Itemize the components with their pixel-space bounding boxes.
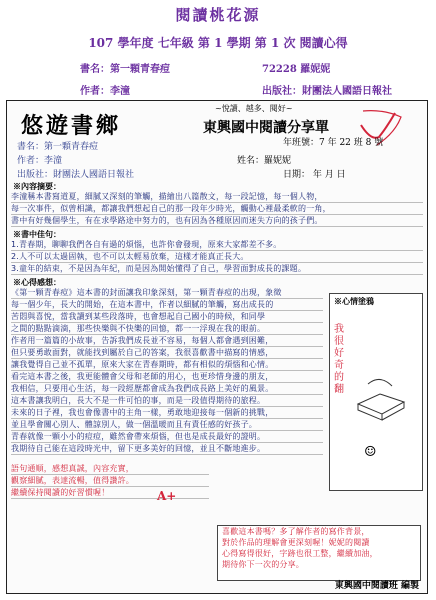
reflection-line: 未來的日子裡，我也會像書中的主角一樣，勇敢地迎接每一個新的挑戰， bbox=[11, 407, 323, 419]
quote-lines bbox=[11, 239, 423, 275]
teacher-comment bbox=[11, 463, 209, 499]
publisher-label: 出版社：財團法人國語日報社 bbox=[262, 86, 392, 97]
teacher-feedback-box bbox=[217, 525, 421, 581]
summary-line: 李潼稱本書寫道夏，細膩又深刻的筆觸，描繪出八篇散文，每一段記憶，每一個人物， bbox=[11, 191, 423, 203]
teacher-comment-line: 繼續保持閱讀的好習慣喔！ bbox=[11, 487, 209, 499]
book-field: 書名：第一顆青春痘 bbox=[17, 142, 99, 152]
date-label: 日期： 年 月 日 bbox=[283, 170, 346, 180]
reflection-line: 讓我覺得自己並不孤單，原來大家在青春期時，都有相似的煩惱和心情。 bbox=[11, 359, 323, 371]
book-title-label: 書名：第一顆青春痘 bbox=[80, 64, 170, 75]
mood-label: ※心情塗鴉 bbox=[334, 296, 374, 306]
reflection-line: 作者用一篇篇的小故事，告訴我們成長並不容易，每個人都會遇到困難， bbox=[11, 335, 323, 347]
author-label: 作者：李潼 bbox=[80, 86, 130, 97]
sheet-brand: 悠遊書鄉 bbox=[21, 113, 122, 139]
book-doodle-icon bbox=[354, 374, 410, 424]
teacher-box-line: 喜歡這本書嗎？多了解作者的寫作背景， bbox=[222, 527, 370, 536]
class-label: 年班號：7 年 22 班 8 號 bbox=[283, 138, 384, 148]
teacher-box-line: 心得寫得很好，字跡也很工整，繼續加油， bbox=[222, 549, 378, 558]
quotes-heading: ※書中佳句： bbox=[13, 229, 61, 239]
author-field: 作者：李潼 bbox=[17, 156, 63, 166]
reflection-line: 我期待自己能在這段時光中，留下更多美好的回憶，並且不斷地進步。 bbox=[11, 443, 323, 455]
reflection-line: 《第一顆青春痘》這本書的封面讓我印象深刻，第一顆青春痘的出現，象徵 bbox=[11, 287, 323, 299]
reflection-line: 每一個少年，長大的開始，在這本書中，作者以細膩的筆觸，寫出成長的 bbox=[11, 299, 323, 311]
summary-line: 書中有好幾個學生，有在求學路途中努力的，也有因為各種原因而迷失方向的孩子們。 bbox=[11, 215, 423, 227]
reading-sheet bbox=[6, 100, 428, 594]
summary-heading: ※內容摘要： bbox=[13, 181, 61, 191]
reflection-heading: ※心得感想： bbox=[13, 277, 61, 287]
reflection-line: 看完這本書之後，我更能體會父母和老師的用心，也更珍惜身邊的朋友， bbox=[11, 371, 323, 383]
reflection-line: 青春就像一顆小小的痘痘，雖然會帶來煩惱，但也是成長最好的證明。 bbox=[11, 431, 323, 443]
term-subtitle: 107 學年度 七年級 第 1 學期 第 1 次 閱讀心得 bbox=[88, 36, 348, 50]
reflection-line: 這本書讓我明白，長大不是一件可怕的事，而是一段值得期待的旅程。 bbox=[11, 395, 323, 407]
student-code: 72228 羅妮妮 bbox=[262, 64, 331, 75]
quote-line: 3.童年的結束，不是因為年紀，而是因為開始懂得了自己，學習面對成長的課題。 bbox=[11, 263, 423, 275]
reflection-line: 但只要勇敢面對，就能找到屬於自己的答案，我很喜歡書中描寫的情感， bbox=[11, 347, 323, 359]
reflection-lines bbox=[11, 287, 323, 455]
reflection-line: 之間的點點滴滴，那些快樂與不快樂的回憶，都一一浮現在我的眼前。 bbox=[11, 323, 323, 335]
page-title: 閱讀桃花源 bbox=[175, 6, 261, 24]
reflection-line: 我相信，只要用心生活，每一段經歷都會成為我們成長路上美好的風景。 bbox=[11, 383, 323, 395]
grade-mark: A+ bbox=[157, 489, 177, 503]
name-label: 姓名：羅妮妮 bbox=[237, 156, 292, 166]
reflection-line: 並且學會關心別人、體諒別人，做一個溫暖而且有責任感的好孩子。 bbox=[11, 419, 323, 431]
publisher-field: 出版社：財團法人國語日報社 bbox=[17, 170, 135, 180]
side-note: 我很好奇的翻 bbox=[334, 324, 344, 395]
reflection-line: 苦悶與喜悅，當我讀到某些段落時，也會想起自己國小的時候，和同學 bbox=[11, 311, 323, 323]
summary-lines bbox=[11, 191, 423, 227]
smiley-icon: ☺ bbox=[364, 444, 377, 460]
teacher-box-line: 對於作品的理解會更深刻喔！妮妮的閱讀 bbox=[222, 538, 370, 547]
teacher-comment-line: 觀察細膩，表達流暢，值得讚許。 bbox=[11, 475, 209, 487]
teacher-box-line: 期待你下一次的分享。 bbox=[222, 560, 304, 569]
quote-line: 1.青春期，聊聊我們各自有過的煩惱，也許你會發現，原來大家都差不多。 bbox=[11, 239, 423, 251]
summary-line: 每一次事件，似曾相識，都讓我們想起自己的那一段年少時光，觸動心裡最柔軟的一角， bbox=[11, 203, 423, 215]
teacher-comment-line: 語句通順，感想真誠，內容充實， bbox=[11, 463, 209, 475]
school-title: 東興國中閱讀分享單 bbox=[203, 120, 329, 136]
sheet-footer: 東興國中閱讀班 編製 bbox=[334, 581, 419, 591]
quote-line: 2.人不可以太過固執，也不可以太輕易放棄，這樣才能真正長大。 bbox=[11, 251, 423, 263]
sheet-slogan: ~悅讀、越多、閱好~ bbox=[215, 104, 293, 113]
mood-doodle-box bbox=[329, 293, 423, 491]
